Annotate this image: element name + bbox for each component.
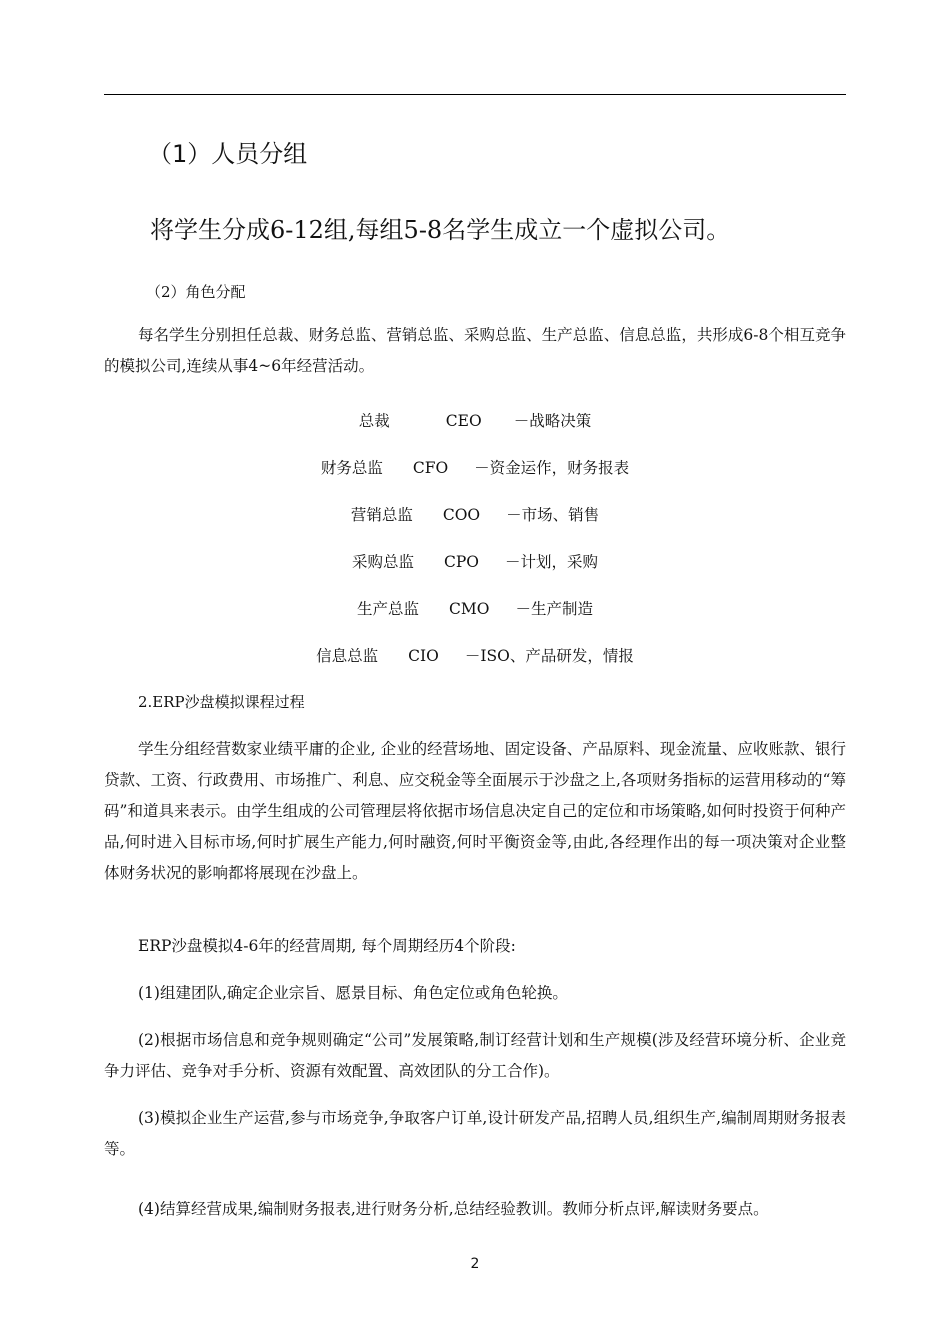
role-duty: －计划，采购 bbox=[505, 553, 599, 571]
stage-item: (3)模拟企业生产运营,参与市场竞争,争取客户订单,设计研发产品,招聘人员,组织生产,编制周期财务报表等。 bbox=[104, 1109, 846, 1158]
stage-item: (1)组建团队,确定企业宗旨、愿景目标、角色定位或角色轮换。 bbox=[138, 984, 568, 1002]
lead-sentence: 将学生分成6-12组,每组5-8名学生成立一个虚拟公司。 bbox=[150, 216, 731, 244]
role-row bbox=[0, 503, 950, 525]
cycle-intro: ERP沙盘模拟4-6年的经营周期, 每个周期经历4个阶段: bbox=[138, 937, 516, 955]
role-row bbox=[0, 550, 950, 572]
role-code: CPO bbox=[444, 553, 479, 571]
role-duty: －资金运作，财务报表 bbox=[474, 459, 630, 477]
role-code: CEO bbox=[445, 412, 482, 430]
role-code: CFO bbox=[412, 459, 449, 477]
role-code: CMO bbox=[449, 600, 490, 618]
role-title: 总裁 bbox=[358, 412, 390, 430]
role-code: CIO bbox=[408, 647, 439, 665]
role-duty: －市场、销售 bbox=[506, 506, 600, 524]
process-heading: 2.ERP沙盘模拟课程过程 bbox=[138, 693, 305, 711]
role-row bbox=[0, 409, 950, 431]
role-code: COO bbox=[442, 506, 481, 524]
page-number: 2 bbox=[470, 1256, 480, 1272]
section-heading: （1）人员分组 bbox=[148, 140, 308, 168]
role-duty: －生产制造 bbox=[515, 600, 593, 618]
role-title: 生产总监 bbox=[357, 600, 420, 618]
header-rule bbox=[104, 94, 846, 95]
roles-intro-paragraph: 每名学生分别担任总裁、财务总监、营销总监、采购总监、生产总监、信息总监，共形成6-8个相互竞争的模拟公司,连续从事4~6年经营活动。 bbox=[104, 326, 846, 375]
process-paragraph: 学生分组经营数家业绩平庸的企业, 企业的经营场地、固定设备、产品原料、现金流量、应收账款、银行贷款、工资、行政费用、市场推广、利息、应交税金等全面展示于沙盘之上,各项财务指标的运营用移动的“筹码”和道具来表示。由学生组成的公司管理层将依据市场信息决定自己的定位和市场策略,如何时投资于何种产品,何时进入目标市场,何时扩展生产能力,何时融资,何时平衡资金等,由此,各经理作出的每一项决策对企业整体财务状况的影响都将展现在沙盘上。 bbox=[104, 740, 846, 882]
role-row bbox=[0, 597, 950, 619]
role-row bbox=[0, 456, 950, 478]
role-row bbox=[0, 644, 950, 666]
role-duty: －ISO、产品研发，情报 bbox=[464, 647, 634, 665]
role-duty: －战略决策 bbox=[513, 412, 592, 430]
sub-heading: （2）角色分配 bbox=[146, 283, 246, 301]
role-title: 信息总监 bbox=[316, 647, 379, 665]
role-title: 财务总监 bbox=[320, 459, 383, 477]
role-title: 营销总监 bbox=[350, 506, 413, 524]
stage-item: (2)根据市场信息和竞争规则确定“公司”发展策略,制订经营计划和生产规模(涉及经营环境分析、企业竞争力评估、竞争对手分析、资源有效配置、高效团队的分工合作)。 bbox=[104, 1031, 846, 1080]
stage-item: (4)结算经营成果,编制财务报表,进行财务分析,总结经验教训。教师分析点评,解读财务要点。 bbox=[138, 1200, 769, 1218]
role-title: 采购总监 bbox=[351, 553, 414, 571]
